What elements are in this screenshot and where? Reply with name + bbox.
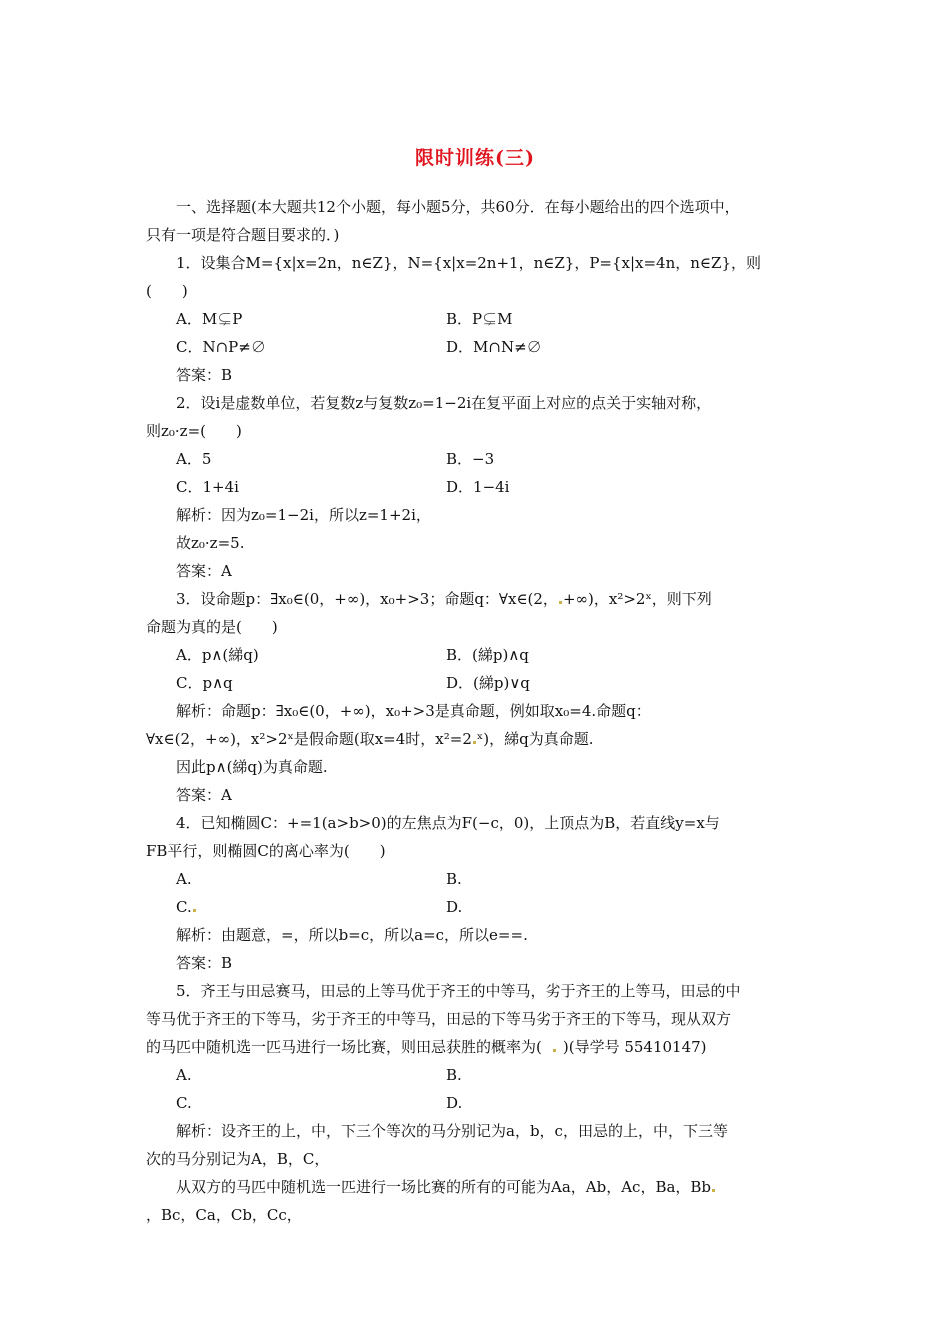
option-a: A. <box>176 1066 192 1084</box>
question-5-part1: 的马匹中随机选一匹马进行一场比赛，则田忌获胜的概率为( <box>146 1038 542 1056</box>
analysis-cont <box>146 729 593 749</box>
analysis: 解析：命题p：∃x₀∈(0，+∞)，x₀+>3是真命题，例如取x₀=4.命题q： <box>176 702 651 720</box>
question-2-cont: 则z₀·z=( ) <box>146 422 242 440</box>
analysis-cont: 故z₀·z=5. <box>176 534 245 552</box>
analysis: 解析：由题意，=，所以b=c，所以a=c，所以e==. <box>176 926 528 944</box>
option-c: C．1+4i <box>176 478 239 496</box>
option-d: D．(綈p)∨q <box>446 674 530 692</box>
option-a: A．5 <box>176 450 212 468</box>
answer: 答案：B <box>176 954 233 972</box>
question-2: 2．设i是虚数单位，若复数z与复数z₀=1−2i在复平面上对应的点关于实轴对称， <box>176 394 712 412</box>
option-b: B．P⊊M <box>446 310 513 328</box>
option-b: B．(綈p)∧q <box>446 646 529 664</box>
option-b: B. <box>446 870 462 888</box>
margin-mark <box>712 1189 715 1192</box>
question-3-part1: 3．设命题p：∃x₀∈(0，+∞)，x₀+>3；命题q：∀x∈(2， <box>176 590 558 608</box>
question-4-cont: FB平行，则椭圆C的离心率为( ) <box>146 842 386 860</box>
option-d: D. <box>446 1094 463 1112</box>
question-1: 1．设集合M={x|x=2n，n∈Z}，N={x|x=2n+1，n∈Z}，P={x|x=4n，n∈Z}，则 <box>176 254 761 272</box>
question-5-cont: 等马优于齐王的下等马，劣于齐王的中等马，田忌的下等马劣于齐王的下等马，现从双方 <box>146 1010 732 1028</box>
question-4: 4．已知椭圆C：+=1(a>b>0)的左焦点为F(−c，0)，上顶点为B，若直线y=x与 <box>176 814 720 832</box>
question-3-cont: 命题为真的是( ) <box>146 618 278 636</box>
option-a: A. <box>176 870 192 888</box>
analysis: 解析：因为z₀=1−2i，所以z=1+2i， <box>176 506 431 524</box>
margin-mark <box>193 909 196 912</box>
option-c: C. <box>176 1094 192 1112</box>
option-d: D. <box>446 898 463 916</box>
option-a: A．M⊊P <box>176 310 243 328</box>
option-c <box>176 897 197 917</box>
page-title: 限时训练(三) <box>415 147 535 169</box>
option-b: B. <box>446 1066 462 1084</box>
question-5-cont2 <box>146 1037 707 1057</box>
option-a: A．p∧(綈q) <box>176 646 259 664</box>
option-c-label: C. <box>176 898 192 916</box>
analysis-cont3: ，Bc，Ca，Cb，Cc， <box>146 1206 302 1224</box>
analysis: 解析：设齐王的上，中，下三个等次的马分别记为a，b，c，田忌的上，中，下三等 <box>176 1122 728 1140</box>
section-intro-cont: 只有一项是符合题目要求的．) <box>146 226 340 244</box>
option-b: B．−3 <box>446 450 495 468</box>
answer: 答案：A <box>176 562 232 580</box>
option-c: C．p∧q <box>176 674 233 692</box>
margin-mark <box>553 1049 556 1052</box>
question-5-part2: )(导学号 55410147) <box>562 1038 707 1056</box>
option-c: C．N∩P≠∅ <box>176 338 266 356</box>
section-intro: 一、选择题(本大题共12个小题，每小题5分，共60分．在每小题给出的四个选项中， <box>176 198 740 216</box>
margin-mark <box>559 601 562 604</box>
analysis-cont2 <box>176 1177 716 1197</box>
question-3-part2: +∞)，x²>2ˣ，则下列 <box>562 590 712 608</box>
analysis-part2: ˣ)，綈q为真命题. <box>476 730 594 748</box>
question-3 <box>176 589 712 609</box>
option-d: D．1−4i <box>446 478 510 496</box>
question-5: 5．齐王与田忌赛马，田忌的上等马优于齐王的中等马，劣于齐王的上等马，田忌的中 <box>176 982 741 1000</box>
answer: 答案：A <box>176 786 232 804</box>
option-d: D．M∩N≠∅ <box>446 338 542 356</box>
analysis-outcomes: 从双方的马匹中随机选一匹进行一场比赛的所有的可能为Aa，Ab，Ac，Ba，Bb <box>176 1178 712 1196</box>
answer: 答案：B <box>176 366 233 384</box>
analysis-part1: ∀x∈(2，+∞)，x²>2ˣ是假命题(取x=4时，x²=2 <box>146 730 472 748</box>
analysis-cont: 次的马分别记为A，B，C， <box>146 1150 330 1168</box>
analysis-conclusion: 因此p∧(綈q)为真命题. <box>176 758 328 776</box>
question-1-bracket: ( ) <box>146 282 188 300</box>
margin-mark <box>473 741 476 744</box>
